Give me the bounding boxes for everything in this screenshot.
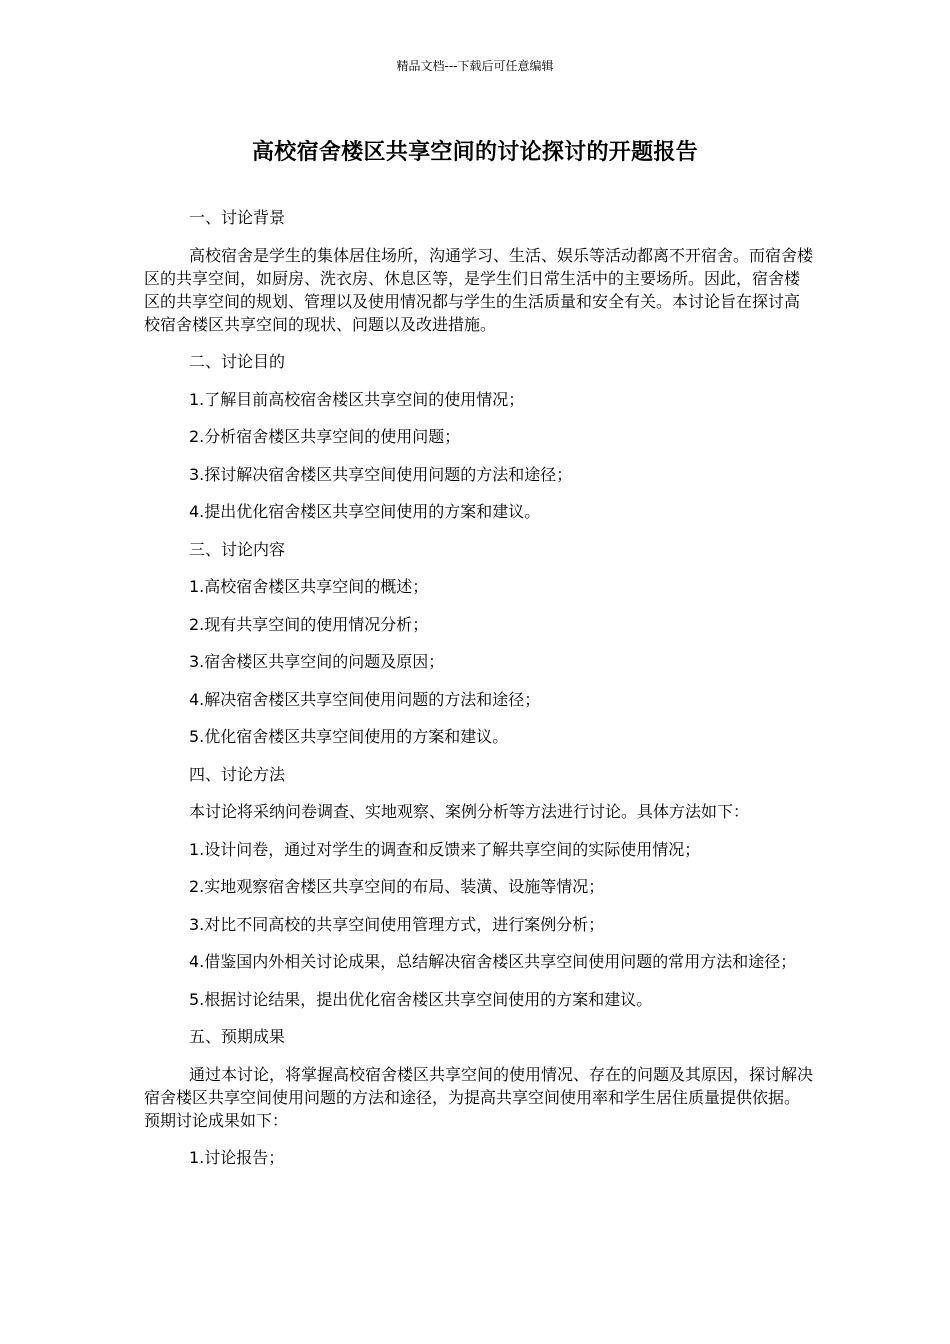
- section-heading-content: 三、讨论内容: [189, 539, 286, 559]
- paragraph-method-intro: 本讨论将采纳问卷调查、实地观察、案例分析等方法进行讨论。具体方法如下：: [189, 802, 750, 821]
- list-item: 2.分析宿舍楼区共享空间的使用问题；: [189, 427, 461, 446]
- section-heading-purpose: 二、讨论目的: [189, 352, 286, 371]
- list-item: 2.实地观察宿舍楼区共享空间的布局、装潢、设施等情况；: [189, 877, 605, 896]
- list-item: 3.探讨解决宿舍楼区共享空间使用问题的方法和途径；: [189, 464, 573, 484]
- list-item: 4.解决宿舍楼区共享空间使用问题的方法和途径；: [189, 689, 541, 709]
- list-item: 2.现有共享空间的使用情况分析；: [189, 614, 429, 634]
- section-heading-results: 五、预期成果: [189, 1027, 286, 1046]
- list-item: 4.提出优化宿舍楼区共享空间使用的方案和建议。: [189, 502, 541, 521]
- list-item: 1.了解目前高校宿舍楼区共享空间的使用情况；: [189, 389, 525, 409]
- list-item: 1.高校宿舍楼区共享空间的概述；: [189, 577, 429, 596]
- document-title: 高校宿舍楼区共享空间的讨论探讨的开题报告: [251, 140, 698, 165]
- list-item: 4.借鉴国内外相关讨论成果，总结解决宿舍楼区共享空间使用问题的常用方法和途径；: [189, 952, 797, 971]
- list-item: 5.根据讨论结果，提出优化宿舍楼区共享空间使用的方案和建议。: [189, 989, 653, 1009]
- list-item: 3.对比不同高校的共享空间使用管理方式，进行案例分析；: [189, 914, 605, 934]
- section-heading-background: 一、讨论背景: [189, 208, 286, 227]
- paragraph-background: 高校宿舍是学生的集体居住场所，沟通学习、生活、娱乐等活动都离不开宿舍。而宿舍楼区的共享空间，如厨房、洗衣房、休息区等，是学生们日常生活中的主要场所。因此，宿舍楼区的共享空间的规划、管理以及使用情况都与学生的生活质量和安全有关。本讨论旨在探讨高校宿舍楼区共享空间的现状、问题以及改进措施。: [144, 245, 814, 334]
- list-item: 1.设计问卷，通过对学生的调查和反馈来了解共享空间的实际使用情况；: [189, 839, 701, 859]
- list-item: 1.讨论报告；: [189, 1148, 285, 1167]
- header-note: 精品文档---下载后可任意编辑: [396, 59, 554, 73]
- list-item: 5.优化宿舍楼区共享空间使用的方案和建议。: [189, 727, 509, 746]
- paragraph-results: 通过本讨论，将掌握高校宿舍楼区共享空间的使用情况、存在的问题及其原因，探讨解决宿舍楼区共享空间使用问题的方法和途径，为提高共享空间使用率和学生居住质量提供依据。预期讨论成果如下：: [144, 1064, 814, 1130]
- document-body: [144, 206, 814, 1184]
- list-item: 3.宿舍楼区共享空间的问题及原因；: [189, 652, 445, 671]
- section-heading-method: 四、讨论方法: [189, 764, 286, 784]
